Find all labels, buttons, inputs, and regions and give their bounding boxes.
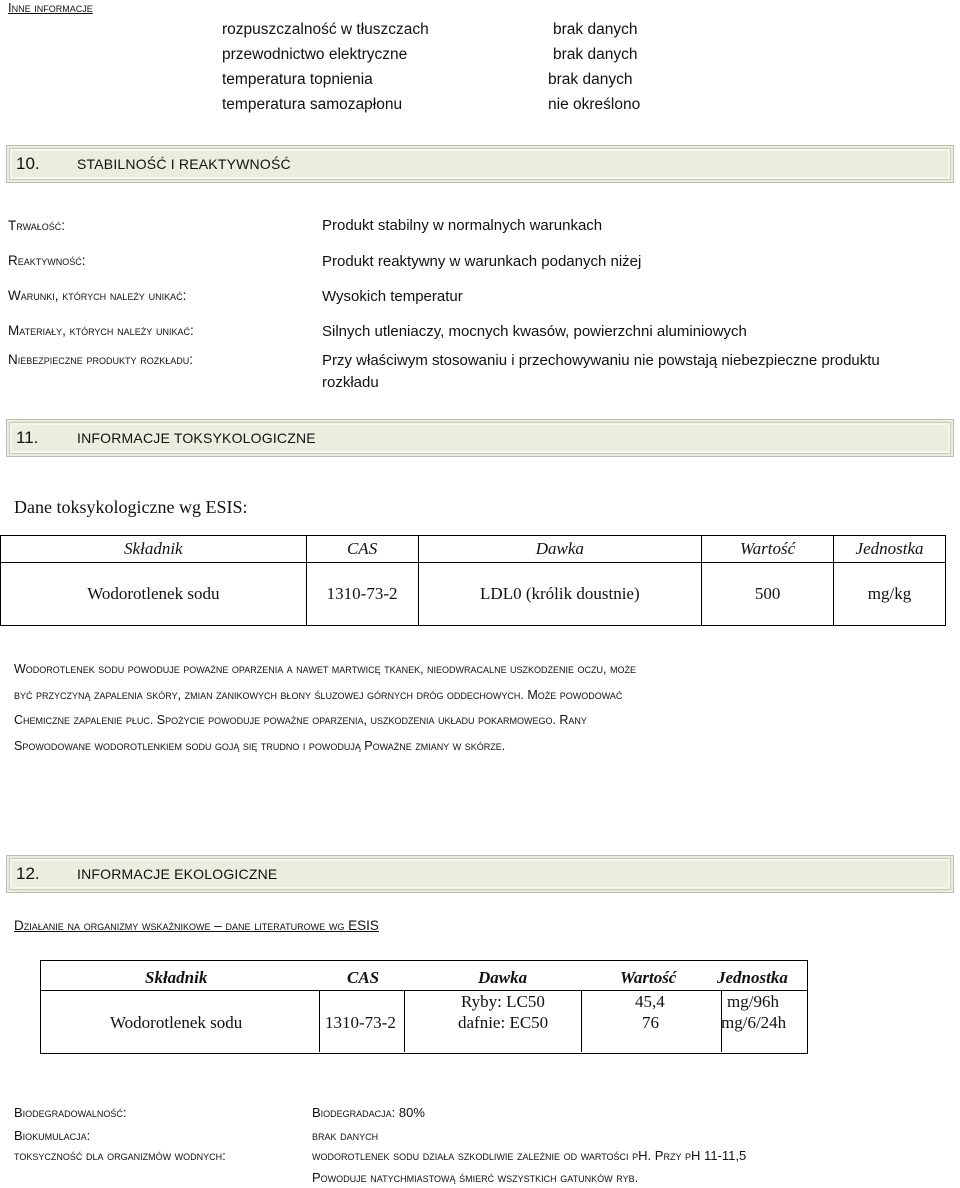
section-title: STABILNOŚĆ I REAKTYWNOŚĆ (77, 156, 291, 172)
tox-subtitle: Dane toksykologiczne wg ESIS: (14, 497, 248, 517)
tox-paragraph-line: Chemiczne zapalenie płuc. Spożycie powoduje poważne oparzenia, uszkodzenia układu pokarmowego. Rany (14, 713, 587, 727)
eco-subtitle: Działanie na organizmy wskaźnikowe – dane literaturowe wg ESIS (14, 918, 379, 933)
cell-component: Wodorotlenek sodu (1, 563, 307, 626)
label-aquatic-toxicity: toksyczność dla organizmów wodnych: (14, 1148, 226, 1163)
property-value: brak danych (553, 46, 638, 63)
col-header-dose: Dawka (478, 968, 528, 987)
cell-cas: 1310-73-2 (306, 563, 418, 626)
section-number: 10. (16, 154, 40, 173)
property-value: nie określono (548, 96, 641, 113)
value-conditions-to-avoid: Wysokich temperatur (322, 288, 463, 305)
tox-paragraph-line: Spowodowane wodorotlenkiem sodu goją się trudno i powodują Poważne zmiany w skórze. (14, 738, 506, 753)
property-label: przewodnictwo elektryczne (222, 46, 408, 63)
value-decomposition-products: Przy właściwym stosowaniu i przechowywaniu nie powstają niebezpieczne produktu (322, 352, 880, 369)
label-conditions-to-avoid: Warunki, których należy unikać: (8, 288, 187, 303)
cell-value: 45,4 (635, 992, 665, 1011)
section-title: INFORMACJE EKOLOGICZNE (77, 866, 278, 882)
col-header-unit: Jednostka (834, 536, 946, 563)
label-biodegradability: Biodegradowalność: (14, 1105, 127, 1120)
value-bioaccumulation: brak danych (312, 1128, 379, 1143)
value-aquatic-toxicity: wodorotlenek sodu działa szkodliwie zależnie od wartości pH. Przy pH 11-11,5 (312, 1148, 747, 1163)
tox-paragraph (14, 657, 954, 759)
other-info-title: Inne informacje (8, 0, 93, 15)
col-header-component: Składnik (1, 536, 307, 563)
label-decomposition-products: Niebezpieczne produkty rozkładu: (8, 352, 194, 367)
label-materials-to-avoid: Materiały, których należy unikać: (8, 323, 194, 338)
column-divider (404, 990, 405, 1052)
value-materials-to-avoid: Silnych utleniaczy, mocnych kwasów, powierzchni aluminiowych (322, 323, 747, 340)
section-10-header (6, 145, 954, 183)
label-bioaccumulation: Biokumulacja: (14, 1128, 91, 1143)
section-number: 12. (16, 864, 40, 883)
section-12-header (6, 855, 954, 893)
column-divider (319, 990, 320, 1052)
tox-paragraph-line: Wodorotlenek sodu powoduje poważne oparzenia a nawet martwicę tkanek, nieodwracalne uszkodzenie oczu, może (14, 662, 636, 676)
label-stability: Trwałość: (8, 218, 66, 233)
section-11-header (6, 419, 954, 457)
value-reactivity: Produkt reaktywny w warunkach podanych niżej (322, 253, 642, 270)
section-number: 11. (16, 428, 39, 447)
cell-cas: 1310-73-2 (325, 1013, 396, 1032)
tox-paragraph-line: być przyczyną zapalenia skóry, zmian zanikowych błony śluzowej górnych dróg oddechowych. Może powodować (14, 687, 623, 702)
col-header-value: Wartość (702, 536, 834, 563)
property-value: brak danych (553, 21, 638, 38)
col-header-component: Składnik (145, 968, 208, 987)
value-stability: Produkt stabilny w normalnych warunkach (322, 217, 603, 234)
value-decomposition-products-cont: rozkładu (322, 374, 379, 391)
cell-unit: mg/6/24h (721, 1013, 787, 1032)
col-header-value: Wartość (620, 968, 677, 987)
value-biodegradability: Biodegradacja: 80% (312, 1105, 425, 1120)
cell-unit: mg/kg (834, 563, 946, 626)
toxicology-table (0, 535, 946, 626)
label-reactivity: Reaktywność: (8, 253, 86, 268)
col-header-cas: CAS (347, 968, 380, 987)
property-label: temperatura topnienia (222, 71, 373, 88)
cell-dose: dafnie: EC50 (458, 1013, 549, 1032)
cell-value: 76 (642, 1013, 659, 1032)
col-header-cas: CAS (306, 536, 418, 563)
section-title: INFORMACJE TOKSYKOLOGICZNE (77, 430, 316, 446)
ecology-table (40, 960, 808, 1054)
property-value: brak danych (548, 71, 633, 88)
col-header-dose: Dawka (418, 536, 702, 563)
cell-dose: LDL0 (królik doustnie) (418, 563, 702, 626)
col-header-unit: Jednostka (717, 968, 788, 987)
cell-value: 500 (702, 563, 834, 626)
column-divider (581, 990, 582, 1052)
cell-component: Wodorotlenek sodu (110, 1013, 243, 1032)
property-label: temperatura samozapłonu (222, 96, 403, 113)
header-divider (41, 990, 807, 991)
cell-unit: mg/96h (727, 992, 779, 1011)
property-label: rozpuszczalność w tłuszczach (222, 21, 429, 38)
value-aquatic-toxicity-cont: Powoduje natychmiastową śmierć wszystkich gatunków ryb. (312, 1170, 639, 1185)
cell-dose: Ryby: LC50 (461, 992, 545, 1011)
